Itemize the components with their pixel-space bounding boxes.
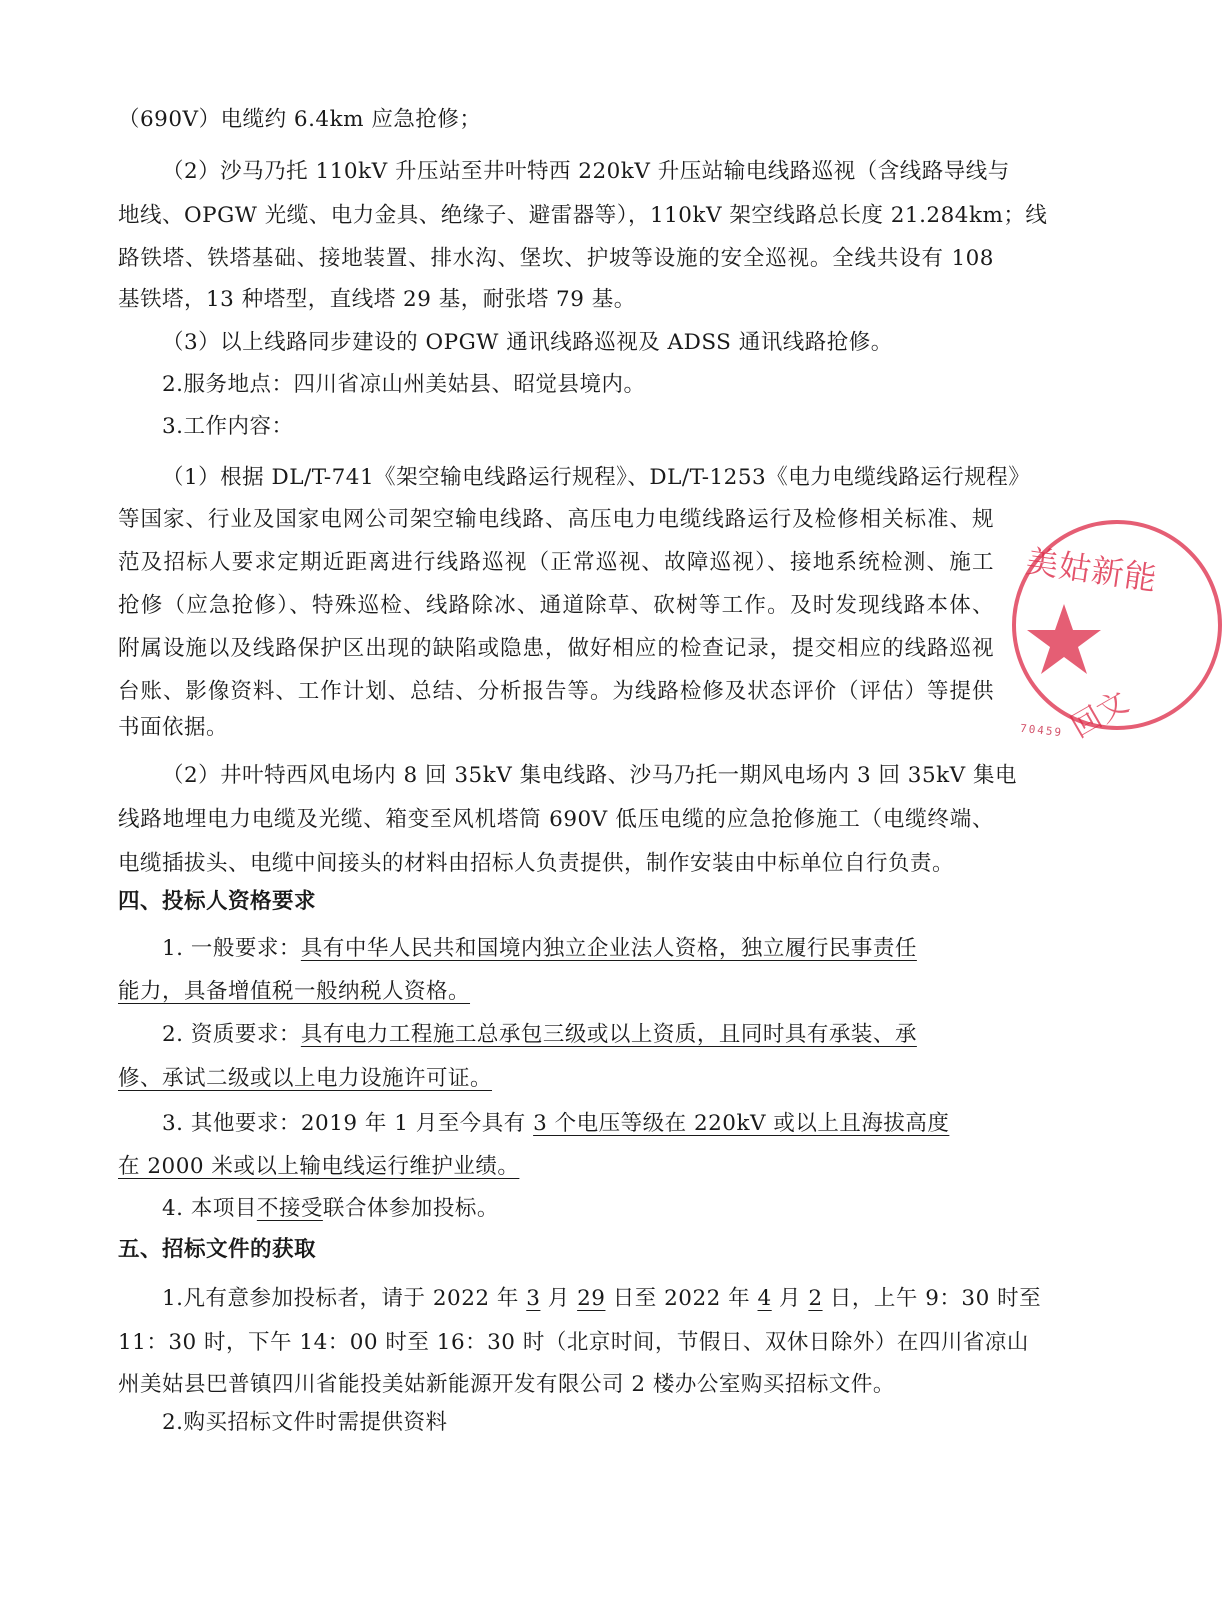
requirement-text: 修、承试二级或以上电力设施许可证。 [118, 1066, 493, 1091]
paragraph-line: （2）沙马乃托 110kV 升压站至井叶特西 220kV 升压站输电线路巡视（含线路导线与 [162, 159, 1010, 184]
tender-period-line [162, 1283, 1042, 1315]
paragraph-line: 2.购买招标文件时需提供资料 [162, 1410, 448, 1435]
paragraph-line: 线路地埋电力电缆及光缆、箱变至风机塔筒 690V 低压电缆的应急抢修施工（电缆终端、 [118, 807, 994, 832]
paragraph-line: 11：30 时，下午 14：00 时至 16：30 时（北京时间，节假日、双休日除外）在四川省凉山 [118, 1330, 1029, 1355]
requirement-qualification [162, 1019, 994, 1051]
requirement-label: 2. 资质要求： [162, 1022, 301, 1047]
seal-bottom-text: 回文 [1065, 684, 1135, 746]
section-heading-tender-docs: 五、招标文件的获取 [118, 1237, 317, 1262]
paragraph-line: 等国家、行业及国家电网公司架空输电线路、高压电力电缆线路运行及检修相关标准、规 [118, 507, 994, 532]
paragraph-line: 2.服务地点：四川省凉山州美姑县、昭觉县境内。 [162, 372, 646, 397]
paragraph-line: 电缆插拔头、电缆中间接头的材料由招标人负责提供，制作安装由中标单位自行负责。 [118, 851, 955, 876]
section-heading-bidder-qualification: 四、投标人资格要求 [118, 889, 317, 914]
seal-star-icon [1024, 600, 1104, 680]
paragraph-line: 州美姑县巴普镇四川省能投美姑新能源开发有限公司 2 楼办公室购买招标文件。 [118, 1372, 895, 1397]
requirement-general [162, 933, 994, 965]
paragraph-line: 抢修（应急抢修）、特殊巡检、线路除冰、通道除草、砍树等工作。及时发现线路本体、 [118, 593, 994, 618]
requirement-text: 3 个电压等级在 220kV 或以上且海拔高度 [533, 1111, 950, 1136]
requirement-text: 能力，具备增值税一般纳税人资格。 [118, 979, 471, 1004]
text-segment: 月 [771, 1286, 809, 1311]
text-segment: 日至 2022 年 [605, 1286, 758, 1311]
requirement-label: 1. 一般要求： [162, 936, 301, 961]
requirement-text: 具有电力工程施工总承包三级或以上资质，且同时具有承装、承 [300, 1022, 917, 1047]
text-segment: 日，上午 9：30 时至 [822, 1286, 1042, 1311]
paragraph-line: 附属设施以及线路保护区出现的缺陷或隐患，做好相应的检查记录，提交相应的线路巡视 [118, 636, 994, 661]
requirement-other [162, 1108, 994, 1140]
date-month: 3 [526, 1286, 541, 1311]
paragraph-line: （1）根据 DL/T-741《架空输电线路运行规程》、DL/T-1253《电力电缆线路运行规程》 [162, 465, 1031, 490]
text-segment: 月 [540, 1286, 578, 1311]
requirement-text: 具有中华人民共和国境内独立企业法人资格，独立履行民事责任 [300, 936, 917, 961]
requirement-other-cont [118, 1151, 994, 1183]
seal-number: 70459 [1019, 721, 1064, 740]
paragraph-line: （3）以上线路同步建设的 OPGW 通讯线路巡视及 ADSS 通讯线路抢修。 [162, 330, 893, 355]
date-month: 4 [757, 1286, 772, 1311]
requirement-label: 4. 本项目 [162, 1196, 257, 1221]
paragraph-line: 基铁塔，13 种塔型，直线塔 29 基，耐张塔 79 基。 [118, 287, 636, 312]
paragraph-line: 路铁塔、铁塔基础、接地装置、排水沟、堡坎、护坡等设施的安全巡视。全线共设有 108 [118, 246, 994, 271]
seal-top-text: 美姑新能 [1023, 541, 1160, 598]
paragraph-line: （2）井叶特西风电场内 8 回 35kV 集电线路、沙马乃托一期风电场内 3 回 35kV 集电 [162, 763, 1018, 788]
requirement-label: 3. 其他要求：2019 年 1 月至今具有 [162, 1111, 534, 1136]
date-day: 2 [808, 1286, 823, 1311]
paragraph-line: 台账、影像资料、工作计划、总结、分析报告等。为线路检修及状态评价（评估）等提供 [118, 679, 994, 704]
requirement-consortium [162, 1193, 994, 1225]
requirement-qualification-cont [118, 1063, 994, 1095]
requirement-text: 联合体参加投标。 [322, 1196, 499, 1221]
paragraph-line: 3.工作内容： [162, 414, 294, 439]
requirement-emphasis: 不接受 [256, 1196, 323, 1221]
requirement-general-cont [118, 976, 994, 1008]
text-segment: 1.凡有意参加投标者，请于 2022 年 [162, 1286, 527, 1311]
paragraph-line: 地线、OPGW 光缆、电力金具、绝缘子、避雷器等），110kV 架空线路总长度 21.284km；线 [118, 203, 1048, 228]
paragraph-line: 书面依据。 [118, 715, 229, 740]
paragraph-line: （690V）电缆约 6.4km 应急抢修； [118, 107, 482, 132]
date-day: 29 [577, 1286, 606, 1311]
requirement-text: 在 2000 米或以上输电线运行维护业绩。 [118, 1154, 520, 1179]
paragraph-line: 范及招标人要求定期近距离进行线路巡视（正常巡视、故障巡视）、接地系统检测、施工 [118, 550, 994, 575]
